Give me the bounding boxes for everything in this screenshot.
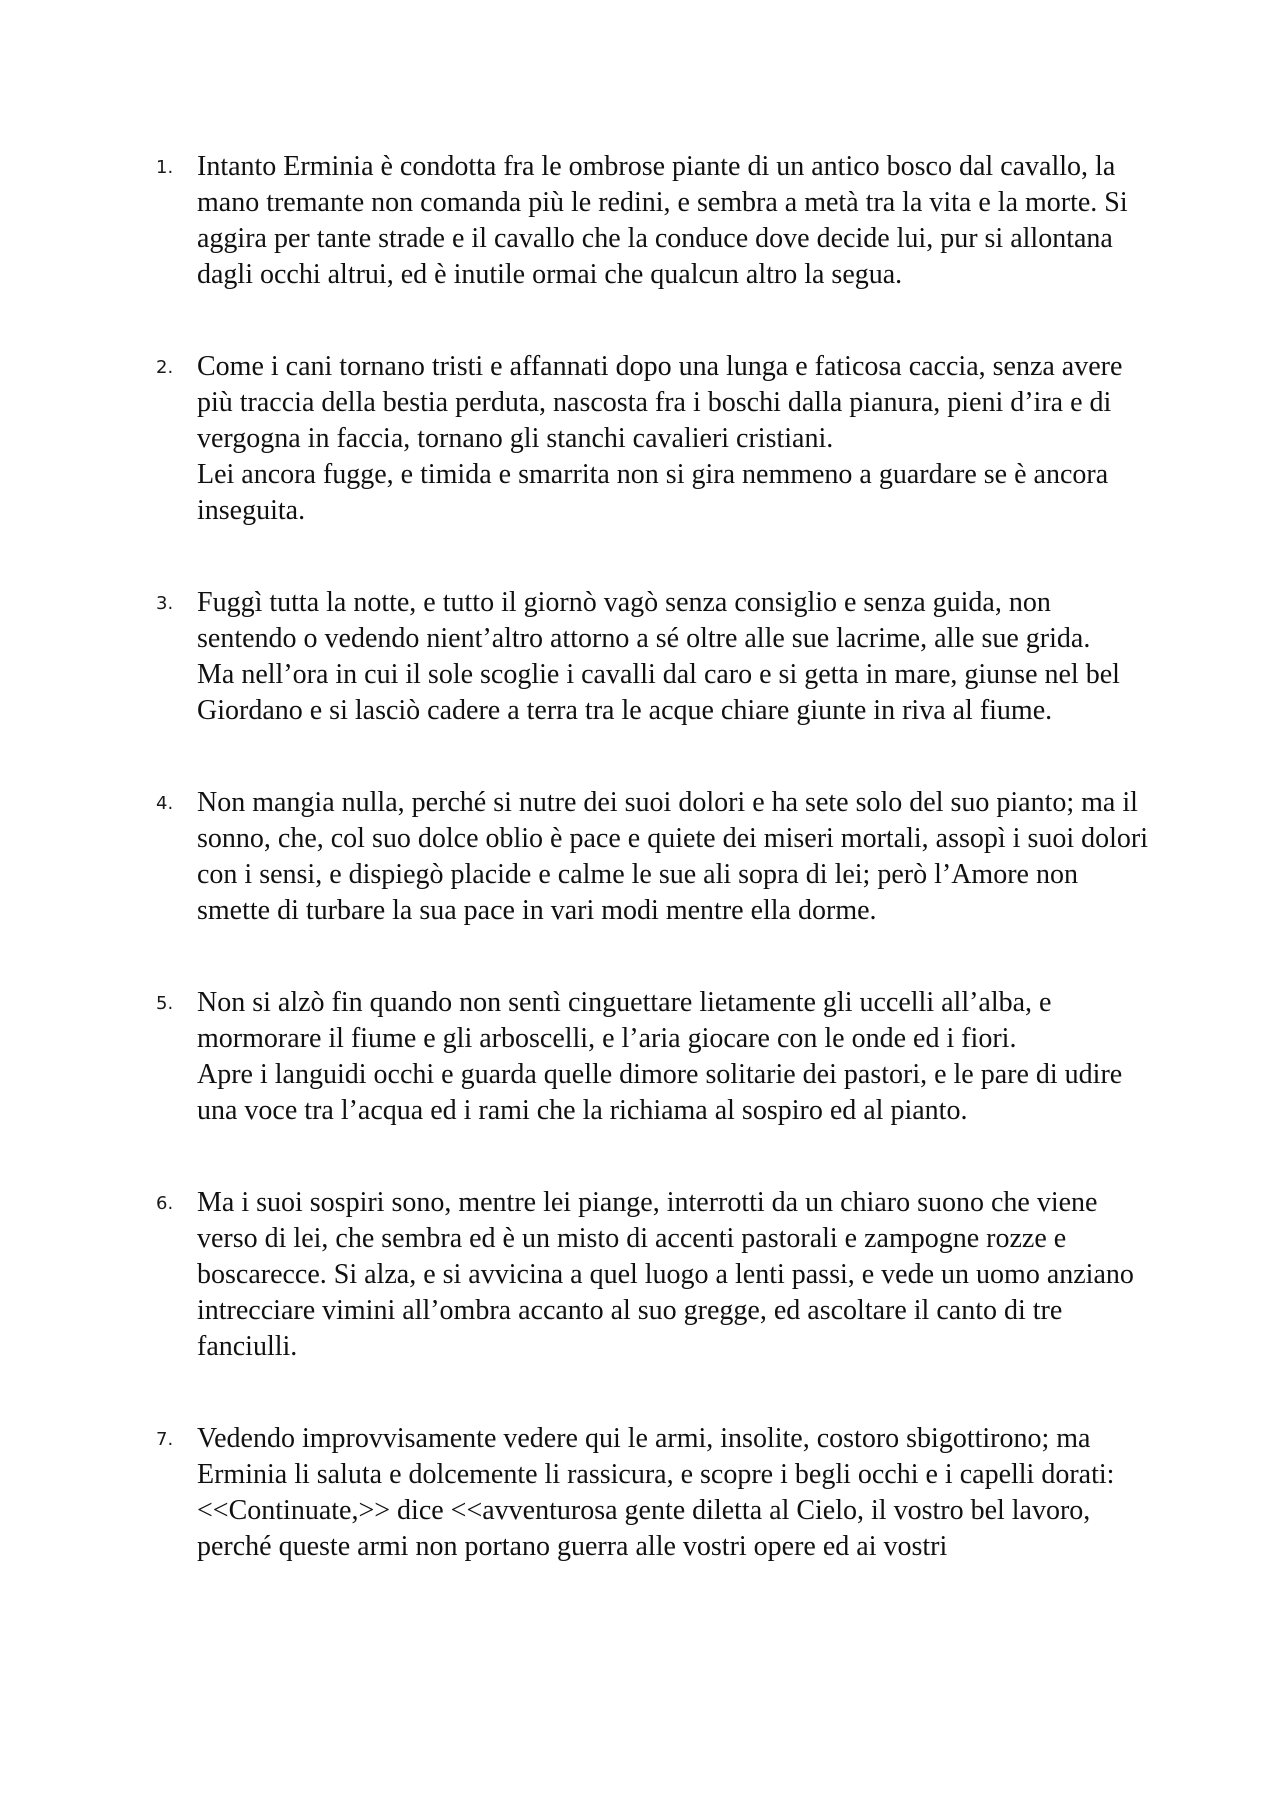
list-item <box>0 349 1280 529</box>
paragraph: Non mangia nulla, perché si nutre dei suoi dolori e ha sete solo del suo pianto; ma il sonno, che, col suo dolce oblio è pace e quiete dei miseri mortali, assopì i suoi dolori con i sensi, e dispiegò placide e calme le sue ali sopra di lei; però l’Amore non smette di turbare la sua pace in vari modi mentre ella dorme. <box>197 787 1149 926</box>
paragraph: Ma nell’ora in cui il sole scoglie i cavalli dal caro e si getta in mare, giunse nel bel Giordano e si lasciò cadere a terra tra le acque chiare giunte in riva al fiume. <box>197 659 1120 726</box>
item-number: 7. <box>156 1429 174 1450</box>
list-item <box>0 585 1280 729</box>
item-number: 6. <box>156 1193 174 1214</box>
paragraph: Intanto Erminia è condotta fra le ombrose piante di un antico bosco dal cavallo, la mano tremante non comanda più le redini, e sembra a metà tra la vita e la morte. Si aggira per tante strade e il cavallo che la conduce dove decide lui, pur si allontana dagli occhi altrui, ed è inutile ormai che qualcun altro la segua. <box>197 151 1128 290</box>
paragraph: Fuggì tutta la notte, e tutto il giornò vagò senza consiglio e senza guida, non sentendo o vedendo nient’altro attorno a sé oltre alle sue lacrime, alle sue grida. <box>197 587 1091 654</box>
paragraph: Come i cani tornano tristi e affannati dopo una lunga e faticosa caccia, senza avere più traccia della bestia perduta, nascosta fra i boschi dalla pianura, pieni d’ira e di vergogna in faccia, tornano gli stanchi cavalieri cristiani. <box>197 351 1123 454</box>
item-text <box>197 1421 1157 1565</box>
paragraph: Non si alzò fin quando non sentì cinguettare lietamente gli uccelli all’alba, e mormorare il fiume e gli arboscelli, e l’aria giocare con le onde ed i fiori. <box>197 987 1052 1054</box>
item-text <box>197 349 1157 529</box>
list-item <box>0 985 1280 1129</box>
item-number: 3. <box>156 593 174 614</box>
paragraph: Apre i languidi occhi e guarda quelle dimore solitarie dei pastori, e le pare di udire una voce tra l’acqua ed i rami che la richiama al sospiro ed al pianto. <box>197 1059 1123 1126</box>
paragraph: Lei ancora fugge, e timida e smarrita non si gira nemmeno a guardare se è ancora inseguita. <box>197 459 1109 526</box>
item-text <box>197 1185 1157 1365</box>
paragraph: Vedendo improvvisamente vedere qui le armi, insolite, costoro sbigottirono; ma Erminia li saluta e dolcemente li rassicura, e scopre i begli occhi e i capelli dorati: <<Continuate,>> dice <<avventurosa gente diletta al Cielo, il vostro bel lavoro, perché queste armi non portano guerra alle vostri opere ed ai vostri <box>197 1423 1115 1562</box>
list-item <box>0 1421 1280 1565</box>
item-number: 1. <box>156 157 174 178</box>
list-item <box>0 1185 1280 1365</box>
item-number: 4. <box>156 793 174 814</box>
list-item <box>0 149 1280 293</box>
numbered-list <box>0 149 1280 1621</box>
item-text <box>197 985 1157 1129</box>
item-text <box>197 585 1157 729</box>
list-item <box>0 785 1280 929</box>
item-number: 5. <box>156 993 174 1014</box>
item-text <box>197 149 1157 293</box>
paragraph: Ma i suoi sospiri sono, mentre lei piange, interrotti da un chiaro suono che viene verso di lei, che sembra ed è un misto di accenti pastorali e zampogne rozze e boscarecce. Si alza, e si avvicina a quel luogo a lenti passi, e vede un uomo anziano intrecciare vimini all’ombra accanto al suo gregge, ed ascoltare il canto di tre fanciulli. <box>197 1187 1134 1362</box>
item-text <box>197 785 1157 929</box>
item-number: 2. <box>156 357 174 378</box>
